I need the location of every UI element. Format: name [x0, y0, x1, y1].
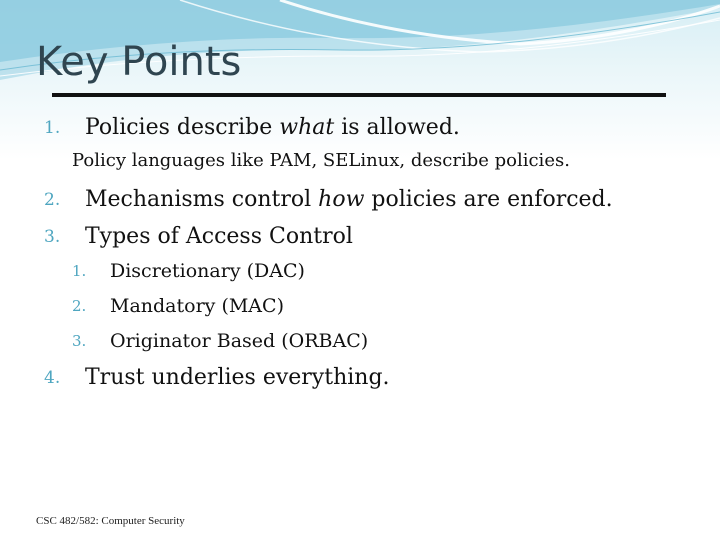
- policy-languages-note: Policy languages like PAM, SELinux, describe policies.: [72, 150, 570, 171]
- access-type-orbac: [72, 328, 369, 354]
- item-emphasis: what: [279, 115, 335, 140]
- list-number: 3.: [72, 332, 87, 350]
- item-text: Mandatory (MAC): [110, 295, 284, 317]
- access-type-mac: [72, 293, 284, 319]
- list-number: 1.: [72, 262, 87, 280]
- item-text: Discretionary (DAC): [110, 260, 305, 282]
- list-item-mechanisms: [44, 185, 613, 215]
- list-number: 4.: [44, 368, 61, 388]
- access-type-dac: [72, 258, 305, 284]
- list-number: 3.: [44, 227, 61, 247]
- item-text: Originator Based (ORBAC): [110, 330, 369, 352]
- item-emphasis: how: [318, 187, 365, 212]
- item-text: Types of Access Control: [85, 224, 353, 249]
- item-text-tail: policies are enforced.: [364, 187, 613, 212]
- list-item-trust: [44, 363, 390, 393]
- item-text: Trust underlies everything.: [85, 365, 390, 390]
- list-number: 2.: [72, 297, 87, 315]
- list-number: 1.: [44, 118, 61, 138]
- item-text-tail: is allowed.: [334, 115, 460, 140]
- list-item-access-control: [44, 222, 353, 252]
- item-text: Policies describe: [85, 115, 280, 140]
- item-text: Mechanisms control: [85, 187, 319, 212]
- slide-footer: CSC 482/582: Computer Security: [36, 515, 185, 527]
- title-divider: [52, 93, 666, 97]
- list-item-policies: [44, 113, 460, 143]
- slide-title: Key Points: [36, 39, 242, 85]
- list-number: 2.: [44, 190, 61, 210]
